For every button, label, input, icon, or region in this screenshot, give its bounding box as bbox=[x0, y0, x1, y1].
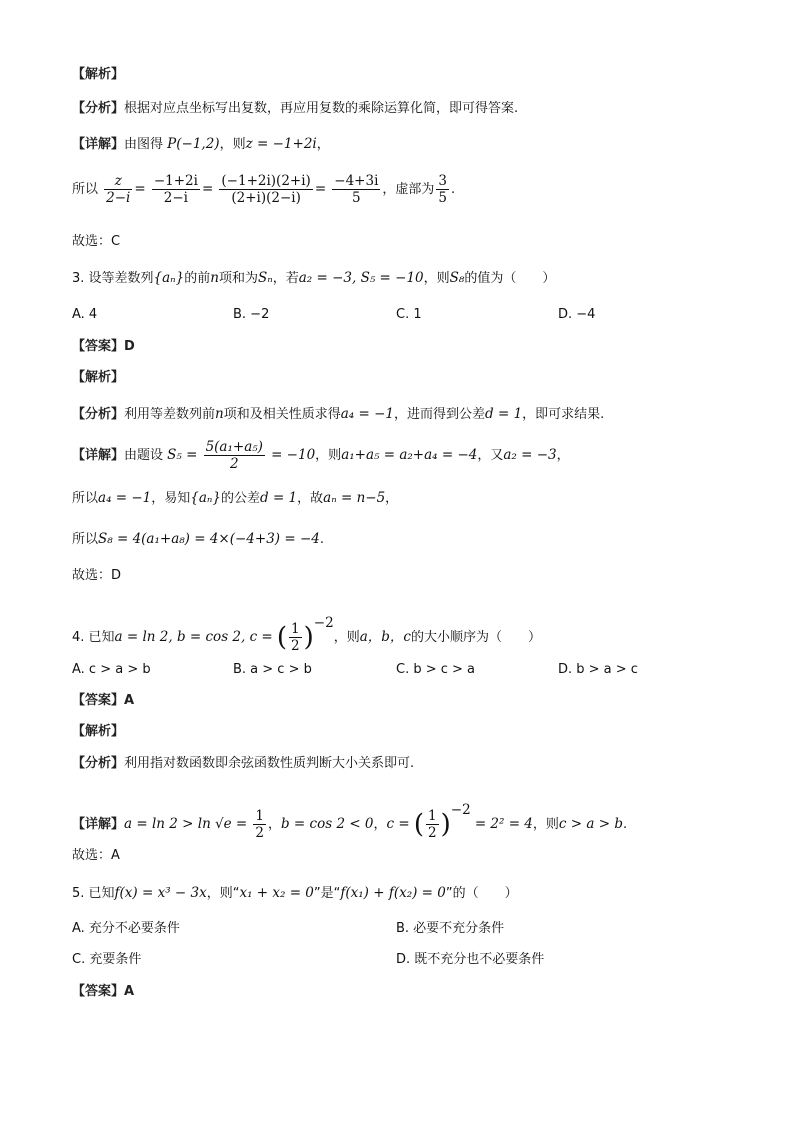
detail-line-2: 所以 $\frac{z}{2-i}$ = $\frac{-1+2i}{2-i}$ = $\frac{(-1+2i)(2+i)}{(2+i)(2-i)}$ = $\frac{-4+3i}{5}$ ，虚部为 $\frac{3}{5}$ . bbox=[72, 173, 456, 206]
q3-option-a: A. 4 bbox=[72, 307, 98, 322]
denominator: (2+i)(2−i) bbox=[231, 190, 301, 206]
jiexi-heading: 【解析】 bbox=[72, 370, 125, 385]
analysis-tag: 【分析】 bbox=[72, 756, 125, 771]
detail-line-1 bbox=[72, 135, 330, 154]
punct: . bbox=[451, 182, 456, 197]
question-5-stem bbox=[72, 884, 518, 903]
denominator: 2 bbox=[255, 825, 264, 841]
stem-text: ”是“ bbox=[313, 886, 341, 901]
math: d = 1 bbox=[260, 490, 298, 506]
q4-option-d: D. b > a > c bbox=[558, 662, 638, 677]
fraction bbox=[104, 173, 132, 206]
jiexi-heading: 【解析】 bbox=[72, 67, 125, 82]
math: a，b，c bbox=[359, 629, 411, 645]
paren: ) bbox=[303, 622, 314, 653]
fraction bbox=[436, 173, 449, 206]
punct: ， bbox=[316, 137, 330, 152]
q3-option-d: D. −4 bbox=[558, 307, 596, 322]
q3-option-c: C. 1 bbox=[396, 307, 422, 322]
numerator: 5(a₁+a₅) bbox=[205, 439, 263, 455]
analysis-text: ，即可求结果. bbox=[522, 407, 605, 422]
answer-line: 【答案】D bbox=[72, 339, 135, 354]
math: b = cos 2 < 0 bbox=[281, 816, 374, 832]
denominator: 2 bbox=[428, 825, 437, 841]
fraction bbox=[152, 173, 200, 206]
analysis-text: 项和及相关性质求得 bbox=[223, 407, 341, 422]
detail-text: ，则 bbox=[532, 817, 559, 832]
choice-line: 故选：C bbox=[72, 234, 121, 249]
analysis-line bbox=[72, 405, 604, 424]
detail-text: 的公差 bbox=[221, 491, 261, 506]
exponent: −2 bbox=[313, 615, 334, 631]
math: Sₙ bbox=[257, 270, 273, 286]
detail-text: ，则 bbox=[219, 137, 246, 152]
math: c = bbox=[386, 816, 410, 832]
math: S₈ = 4(a₁+a₈) = 4×(−4+3) = −4 bbox=[98, 531, 320, 547]
numerator: −1+2i bbox=[153, 173, 198, 189]
paren: ( bbox=[276, 622, 288, 653]
analysis-text: 利用等差数列前 bbox=[124, 407, 216, 422]
detail-text: 由题设 bbox=[124, 448, 164, 463]
answer-line: 【答案】A bbox=[72, 693, 135, 708]
numerator: (−1+2i)(2+i) bbox=[221, 173, 311, 189]
fraction bbox=[219, 173, 312, 206]
detail-tag: 【详解】 bbox=[72, 817, 125, 832]
stem-text: ”的（ ） bbox=[445, 886, 518, 901]
jiexi-heading: 【解析】 bbox=[72, 724, 125, 739]
math: S₈ bbox=[449, 270, 465, 286]
fraction bbox=[289, 621, 302, 654]
fraction bbox=[204, 439, 265, 472]
detail-text: ，易知 bbox=[151, 491, 191, 506]
denominator: 2−i bbox=[163, 190, 188, 206]
punct: ， bbox=[267, 817, 281, 832]
numerator: 1 bbox=[255, 808, 264, 824]
denominator: 2 bbox=[291, 638, 300, 654]
math: a₄ = −1 bbox=[98, 490, 152, 506]
math: c > a > b bbox=[558, 816, 623, 832]
detail-tag: 【详解】 bbox=[72, 137, 125, 152]
numerator: 1 bbox=[428, 808, 437, 824]
stem-text: 的前 bbox=[184, 271, 211, 286]
detail-line-1 bbox=[72, 438, 570, 473]
fraction bbox=[332, 173, 380, 206]
numerator: z bbox=[104, 173, 132, 190]
math: a₂ = −3, S₅ = −10 bbox=[298, 270, 424, 286]
fraction bbox=[426, 808, 439, 841]
detail-text: ，虚部为 bbox=[382, 182, 435, 197]
complex-z: z = −1+2i bbox=[245, 136, 317, 152]
math: f(x₁) + f(x₂) = 0 bbox=[340, 885, 446, 901]
punct: ， bbox=[385, 491, 399, 506]
math: {aₙ} bbox=[190, 490, 221, 506]
choice-line: 故选：D bbox=[72, 568, 122, 583]
math: n bbox=[210, 270, 219, 286]
q3-option-b: B. −2 bbox=[233, 307, 270, 322]
stem-text: ，则 bbox=[333, 630, 360, 645]
detail-text: ，故 bbox=[297, 491, 324, 506]
detail-text: ，又 bbox=[477, 448, 504, 463]
stem-text: 5. 已知 bbox=[72, 886, 115, 901]
denominator: 5 bbox=[438, 190, 447, 206]
denominator: 2−i bbox=[106, 190, 131, 206]
question-3-stem bbox=[72, 269, 555, 288]
punct: ， bbox=[556, 448, 570, 463]
punct: . bbox=[319, 532, 324, 547]
math: a = ln 2 > ln √e = bbox=[124, 816, 248, 832]
question-4-stem bbox=[72, 606, 541, 655]
stem-text: ，若 bbox=[272, 271, 299, 286]
analysis-line bbox=[72, 755, 414, 773]
stem-text: 3. 设等差数列 bbox=[72, 271, 154, 286]
analysis-tag: 【分析】 bbox=[72, 101, 125, 116]
math: {aₙ} bbox=[153, 270, 185, 286]
analysis-line bbox=[72, 100, 518, 118]
stem-text: 项和为 bbox=[218, 271, 258, 286]
math: a = ln 2, b = cos 2, c = bbox=[114, 629, 273, 645]
q4-option-a: A. c > a > b bbox=[72, 662, 151, 677]
detail-line-2 bbox=[72, 489, 398, 508]
math: d = 1 bbox=[485, 406, 523, 422]
detail-text: 所以 bbox=[72, 532, 99, 547]
analysis-text: 利用指对数函数即余弦函数性质判断大小关系即可. bbox=[124, 756, 415, 771]
numerator: 3 bbox=[438, 173, 447, 189]
math: f(x) = x³ − 3x bbox=[114, 885, 207, 901]
analysis-text: 根据对应点坐标写出复数，再应用复数的乘除运算化简，即可得答案. bbox=[124, 101, 519, 116]
punct: ， bbox=[373, 817, 387, 832]
fraction bbox=[253, 808, 266, 841]
detail-tag: 【详解】 bbox=[72, 448, 125, 463]
math: a₂ = −3 bbox=[503, 447, 557, 463]
answer-line: 【答案】A bbox=[72, 984, 135, 999]
stem-text: 的值为（ ） bbox=[464, 271, 556, 286]
detail-line-3 bbox=[72, 530, 324, 549]
q4-option-c: C. b > c > a bbox=[396, 662, 476, 677]
math: = 2² = 4 bbox=[474, 816, 533, 832]
analysis-text: ，进而得到公差 bbox=[394, 407, 486, 422]
math: S₅ = bbox=[167, 447, 198, 463]
numerator: −4+3i bbox=[334, 173, 379, 189]
math: x₁ + x₂ = 0 bbox=[239, 885, 314, 901]
math: a₁+a₅ = a₂+a₄ = −4 bbox=[341, 447, 478, 463]
numerator: 1 bbox=[291, 621, 300, 637]
point-p: P(−1,2) bbox=[167, 136, 220, 152]
exponent: −2 bbox=[450, 802, 471, 818]
q5-option-c: C. 充要条件 bbox=[72, 952, 142, 967]
math: n bbox=[215, 406, 224, 422]
detail-line-1 bbox=[72, 793, 627, 842]
math: a₄ = −1 bbox=[340, 406, 395, 422]
math: = −10 bbox=[271, 447, 316, 463]
stem-text: 4. 已知 bbox=[72, 630, 115, 645]
detail-text: 所以 bbox=[72, 182, 99, 197]
paren: ) bbox=[440, 809, 451, 840]
detail-text: 所以 bbox=[72, 491, 99, 506]
paren: ( bbox=[413, 809, 425, 840]
q5-option-d: D. 既不充分也不必要条件 bbox=[396, 952, 545, 967]
denominator: 2 bbox=[229, 456, 239, 472]
detail-text: ，则 bbox=[315, 448, 342, 463]
q4-option-b: B. a > c > b bbox=[233, 662, 312, 677]
punct: . bbox=[622, 817, 628, 832]
stem-text: ，则“ bbox=[206, 886, 240, 901]
q5-option-a: A. 充分不必要条件 bbox=[72, 921, 180, 936]
detail-text: 由图得 bbox=[124, 137, 164, 152]
analysis-tag: 【分析】 bbox=[72, 407, 125, 422]
q5-option-b: B. 必要不充分条件 bbox=[396, 921, 505, 936]
stem-text: 的大小顺序为（ ） bbox=[410, 630, 541, 645]
stem-text: ，则 bbox=[423, 271, 450, 286]
denominator: 5 bbox=[352, 190, 361, 206]
math: aₙ = n−5 bbox=[323, 490, 386, 506]
choice-line: 故选：A bbox=[72, 848, 120, 863]
